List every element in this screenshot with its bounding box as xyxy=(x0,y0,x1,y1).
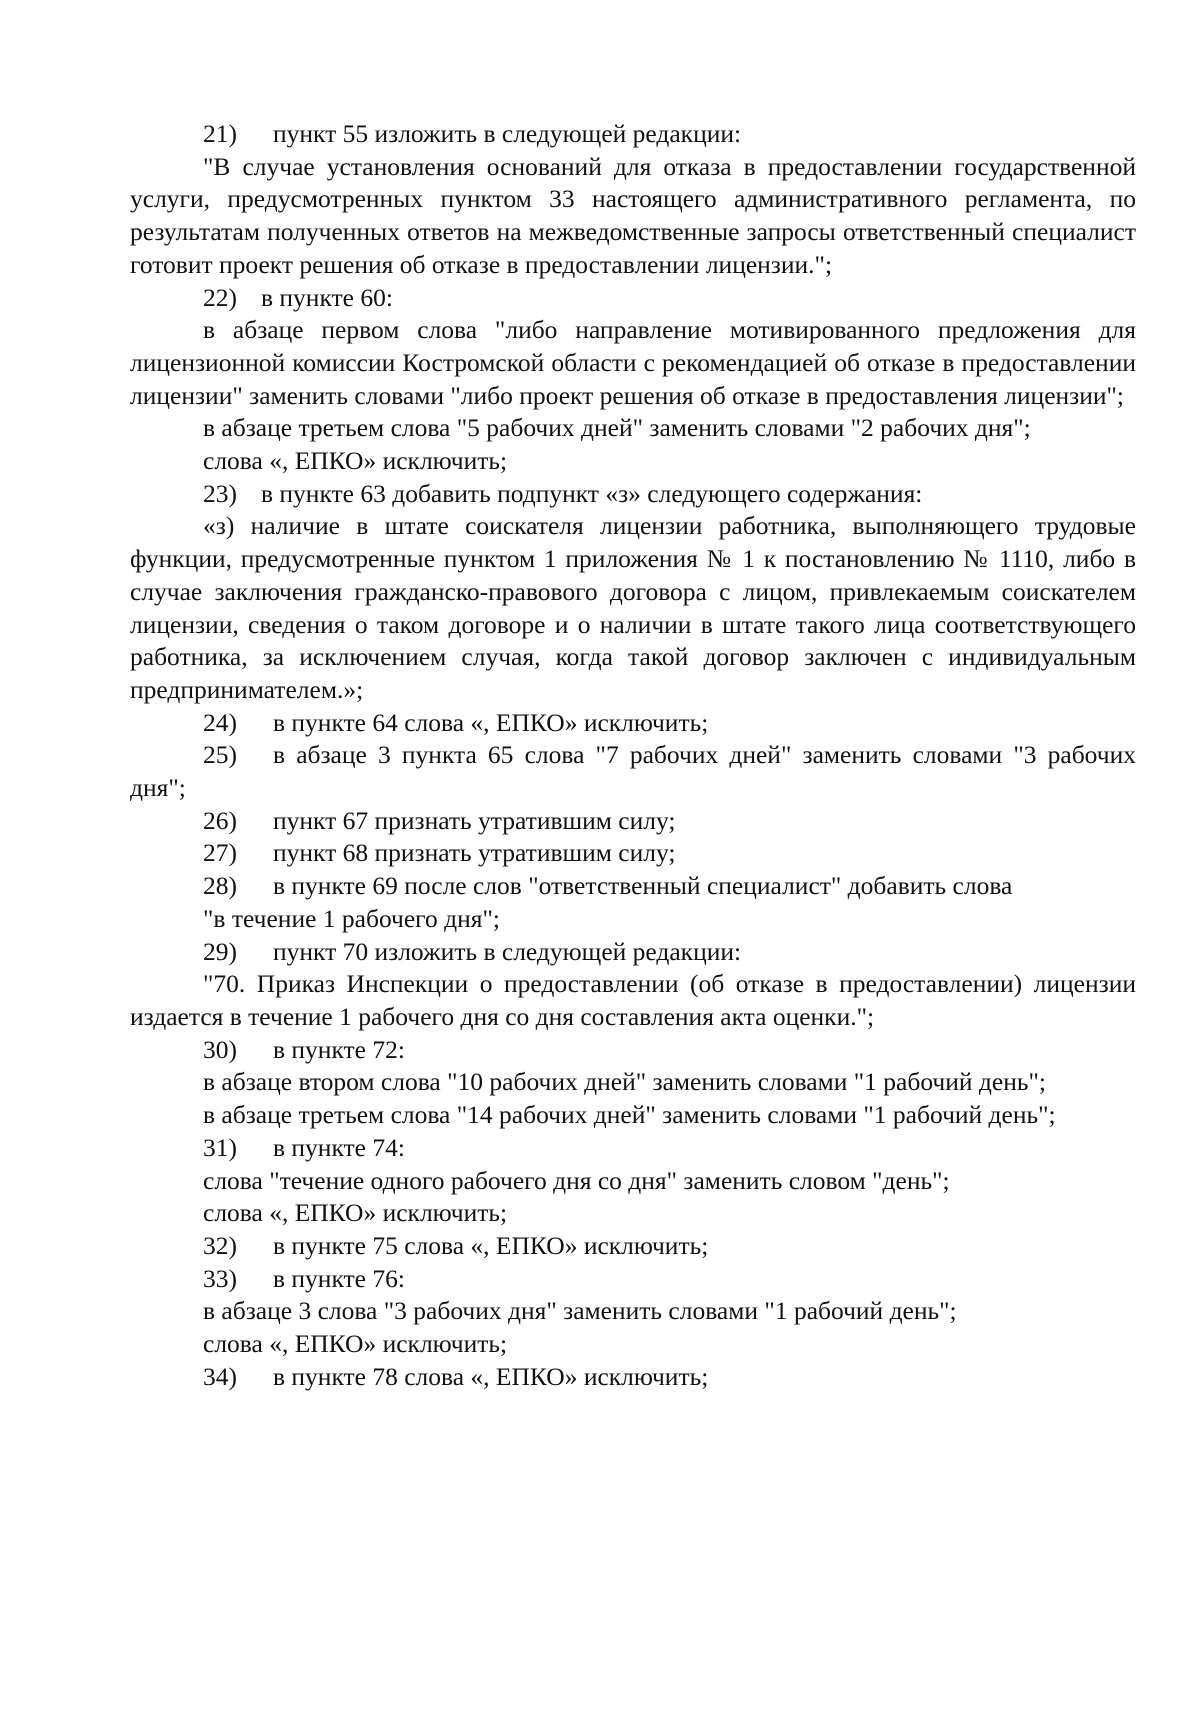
paragraph: в абзаце третьем слова "14 рабочих дней" заменить словами "1 рабочий день"; xyxy=(203,1100,1056,1130)
paragraph: в абзаце втором слова "10 рабочих дней" заменить словами "1 рабочий день"; xyxy=(203,1067,1046,1097)
item-text: в пункте 60: xyxy=(261,282,393,312)
item-text: в пункте 75 слова «, ЕПКО» исключить; xyxy=(273,1230,709,1260)
paragraph: «з) наличие в штате соискателя лицензии работника, выполняющего трудовые функции, предусмотренные пунктом 1 приложения № 1 к постановлению № 1110, либо в случае заключения гражданско-правового договора с лицом, привлекаемым соискателем лицензии, сведения о таком договоре и о наличии в штате такого лица соответствующего работника, за исключением случая, когда такой договор заключен с индивидуальным предпринимателем.»; xyxy=(130,511,1136,704)
item-number: 31) xyxy=(203,1132,237,1162)
item-text: в пункте 64 слова «, ЕПКО» исключить; xyxy=(273,707,709,737)
item-number: 26) xyxy=(203,805,237,835)
item-text: в пункте 69 после слов "ответственный специалист" добавить слова xyxy=(273,871,1013,901)
item-number: 21) xyxy=(203,119,237,148)
paragraph: слова "течение одного рабочего дня со дня" заменить словом "день"; xyxy=(203,1165,950,1195)
paragraph: "В случае установления оснований для отказа в предоставлении государственной услуги, предусмотренных пунктом 33 настоящего административного регламента, по результатам полученных ответов на межведомственные запросы ответственный специалист готовит проект решения об отказе в предоставлении лицензии."; xyxy=(130,151,1136,279)
paragraph: в абзаце третьем слова "5 рабочих дней" заменить словами "2 рабочих дня"; xyxy=(203,413,1031,443)
item-number: 30) xyxy=(203,1034,237,1064)
list-item-27 xyxy=(130,837,1136,870)
list-item-28 xyxy=(130,870,1136,903)
item-number: 29) xyxy=(203,936,237,966)
item-text: в пункте 72: xyxy=(273,1034,405,1064)
item-number: 23) xyxy=(203,478,237,508)
item-number: 34) xyxy=(203,1361,237,1391)
paragraph: в абзаце 3 слова "3 рабочих дня" заменить словами "1 рабочий день"; xyxy=(203,1296,957,1326)
item-number: 32) xyxy=(203,1230,237,1260)
item-text: в пункте 78 слова «, ЕПКО» исключить; xyxy=(273,1361,709,1391)
list-item-31 xyxy=(130,1132,1136,1165)
list-item-30 xyxy=(130,1034,1136,1067)
item-number: 25) xyxy=(203,740,237,770)
item-text: пункт 68 признать утратившим силу; xyxy=(273,838,676,868)
document-page xyxy=(130,118,1136,1393)
list-item-26 xyxy=(130,805,1136,838)
list-item-24 xyxy=(130,707,1136,740)
list-item-32 xyxy=(130,1230,1136,1263)
list-item-22 xyxy=(130,282,1136,315)
list-item-23 xyxy=(130,478,1136,511)
item-number: 28) xyxy=(203,871,237,901)
list-item-21 xyxy=(130,118,1136,151)
item-text: пункт 70 изложить в следующей редакции: xyxy=(273,936,742,966)
item-text: в пункте 76: xyxy=(273,1263,405,1293)
item-number: 22) xyxy=(203,282,237,312)
item-text: пункт 55 изложить в следующей редакции: xyxy=(273,119,742,148)
paragraph: слова «, ЕПКО» исключить; xyxy=(203,446,508,476)
paragraph: "в течение 1 рабочего дня"; xyxy=(203,903,500,933)
list-item-25 xyxy=(130,739,1136,804)
item-text: в абзаце 3 пункта 65 слова "7 рабочих дней" заменить словами "3 рабочих дня"; xyxy=(130,740,1136,803)
list-item-34 xyxy=(130,1361,1136,1394)
paragraph: "70. Приказ Инспекции о предоставлении (об отказе в предоставлении) лицензии издается в течение 1 рабочего дня со дня составления акта оценки."; xyxy=(130,969,1136,1031)
item-number: 24) xyxy=(203,707,237,737)
paragraph: слова «, ЕПКО» исключить; xyxy=(203,1198,508,1228)
paragraph: в абзаце первом слова "либо направление мотивированного предложения для лицензионной комиссии Костромской области с рекомендацией об отказе в предоставлении лицензии" заменить словами "либо проект решения об отказе в предоставления лицензии"; xyxy=(130,315,1136,410)
item-text: пункт 67 признать утратившим силу; xyxy=(273,805,676,835)
item-text: в пункте 63 добавить подпункт «з» следующего содержания: xyxy=(261,478,923,508)
item-number: 33) xyxy=(203,1263,237,1293)
paragraph: слова «, ЕПКО» исключить; xyxy=(203,1329,508,1359)
item-text: в пункте 74: xyxy=(273,1132,405,1162)
list-item-29 xyxy=(130,936,1136,969)
item-number: 27) xyxy=(203,838,237,868)
list-item-33 xyxy=(130,1263,1136,1296)
